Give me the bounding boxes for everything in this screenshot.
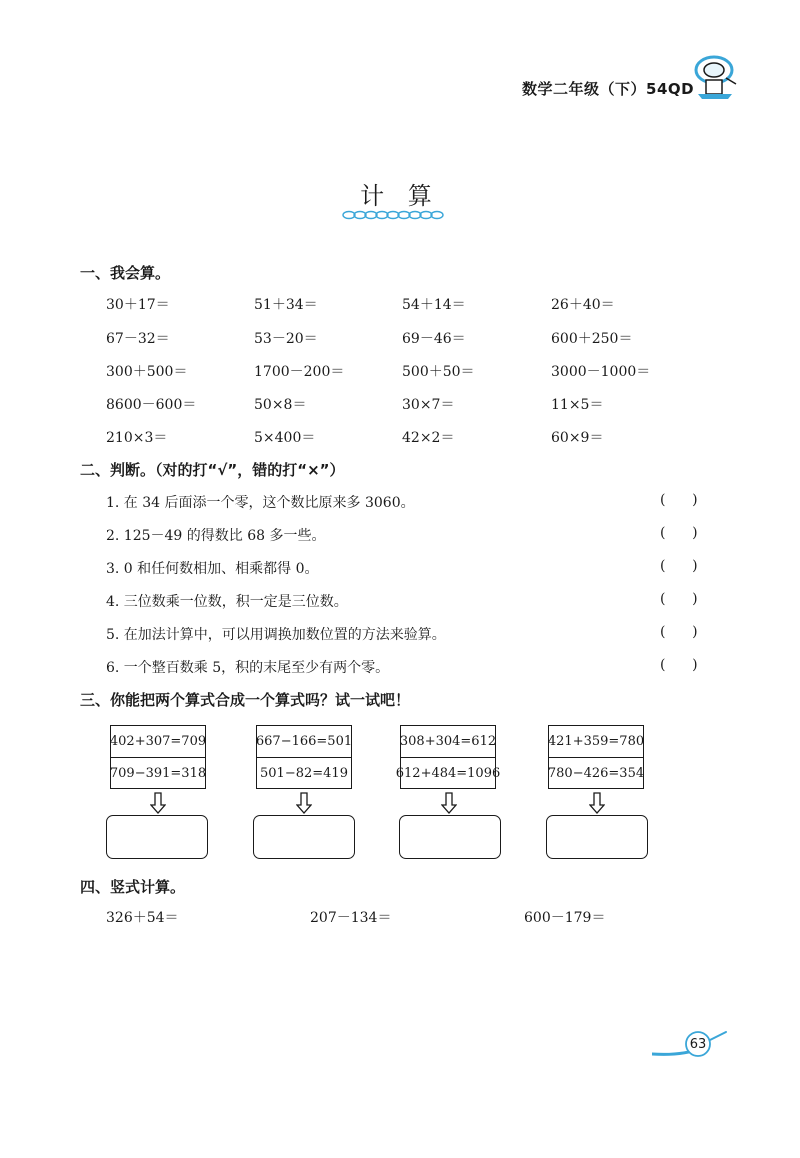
answer-blank[interactable]: ( ) xyxy=(660,657,698,673)
calc-problem: 60×9＝ xyxy=(551,430,604,446)
equation-pair-box xyxy=(395,725,501,789)
equation-pair-box xyxy=(548,725,644,789)
calc-problem: 8600－600＝ xyxy=(106,397,197,413)
judge-statement: 1. 在 34 后面添一个零，这个数比原来多 3060。 xyxy=(106,495,415,511)
equation-top: 308+304=612 xyxy=(399,734,497,749)
calc-problem: 50×8＝ xyxy=(254,397,307,413)
calc-problem: 300＋500＝ xyxy=(106,364,188,380)
equation-bottom: 612+484=1096 xyxy=(401,757,495,789)
calc-problem: 51＋34＝ xyxy=(254,297,318,313)
section-2-heading: 二、判断。（对的打“√”，错的打“×”） xyxy=(80,461,345,479)
calc-problem: 42×2＝ xyxy=(402,430,455,446)
equation-bottom: 709−391=318 xyxy=(111,757,205,789)
equation-bottom: 501−82=419 xyxy=(257,757,351,789)
calc-problem: 53－20＝ xyxy=(254,331,318,347)
vertical-calc-problem: 600－179＝ xyxy=(524,910,606,926)
judge-statement: 5. 在加法计算中，可以用调换加数位置的方法来验算。 xyxy=(106,627,446,643)
calc-problem: 500＋50＝ xyxy=(402,364,475,380)
equation-pair-box xyxy=(110,725,206,789)
equation-top: 421+359=780 xyxy=(547,734,645,749)
down-arrow-icon xyxy=(441,792,457,814)
judge-statement: 2. 125－49 的得数比 68 多一些。 xyxy=(106,528,326,544)
calc-problem: 30×7＝ xyxy=(402,397,455,413)
equation-pair-box xyxy=(256,725,352,789)
judge-statement: 3. 0 和任何数相加、相乘都得 0。 xyxy=(106,561,319,577)
down-arrow-icon xyxy=(296,792,312,814)
answer-blank[interactable]: ( ) xyxy=(660,525,698,541)
calc-problem: 210×3＝ xyxy=(106,430,168,446)
chain-ornament xyxy=(342,209,450,221)
combined-equation-answer-box[interactable] xyxy=(399,815,501,859)
calc-problem: 67－32＝ xyxy=(106,331,170,347)
page-number: 63 xyxy=(689,1037,707,1052)
calc-problem: 3000－1000＝ xyxy=(551,364,651,380)
equation-top: 402+307=709 xyxy=(109,734,207,749)
page-title: 计 算 xyxy=(360,182,440,210)
calc-problem: 54＋14＝ xyxy=(402,297,466,313)
vertical-calc-problem: 326＋54＝ xyxy=(106,910,179,926)
combined-equation-answer-box[interactable] xyxy=(546,815,648,859)
telescope-icon xyxy=(692,48,738,100)
vertical-calc-problem: 207－134＝ xyxy=(310,910,392,926)
combined-equation-answer-box[interactable] xyxy=(106,815,208,859)
judge-statement: 6. 一个整百数乘 5，积的末尾至少有两个零。 xyxy=(106,660,390,676)
calc-problem: 26＋40＝ xyxy=(551,297,615,313)
answer-blank[interactable]: ( ) xyxy=(660,624,698,640)
combined-equation-answer-box[interactable] xyxy=(253,815,355,859)
calc-problem: 5×400＝ xyxy=(254,430,316,446)
section-1-heading: 一、我会算。 xyxy=(80,264,171,282)
calc-problem: 600＋250＝ xyxy=(551,331,633,347)
answer-blank[interactable]: ( ) xyxy=(660,591,698,607)
down-arrow-icon xyxy=(150,792,166,814)
judge-statement: 4. 三位数乘一位数，积一定是三位数。 xyxy=(106,594,348,610)
calc-problem: 69－46＝ xyxy=(402,331,466,347)
calc-problem: 11×5＝ xyxy=(551,397,604,413)
book-title: 数学二年级（下）54QD xyxy=(522,80,695,98)
calc-problem: 1700－200＝ xyxy=(254,364,345,380)
answer-blank[interactable]: ( ) xyxy=(660,492,698,508)
equation-top: 667−166=501 xyxy=(255,734,353,749)
equation-bottom: 780−426=354 xyxy=(549,757,643,789)
calc-problem: 30＋17＝ xyxy=(106,297,170,313)
section-4-heading: 四、竖式计算。 xyxy=(80,878,186,896)
down-arrow-icon xyxy=(589,792,605,814)
section-3-heading: 三、你能把两个算式合成一个算式吗？试一试吧！ xyxy=(80,691,411,709)
answer-blank[interactable]: ( ) xyxy=(660,558,698,574)
